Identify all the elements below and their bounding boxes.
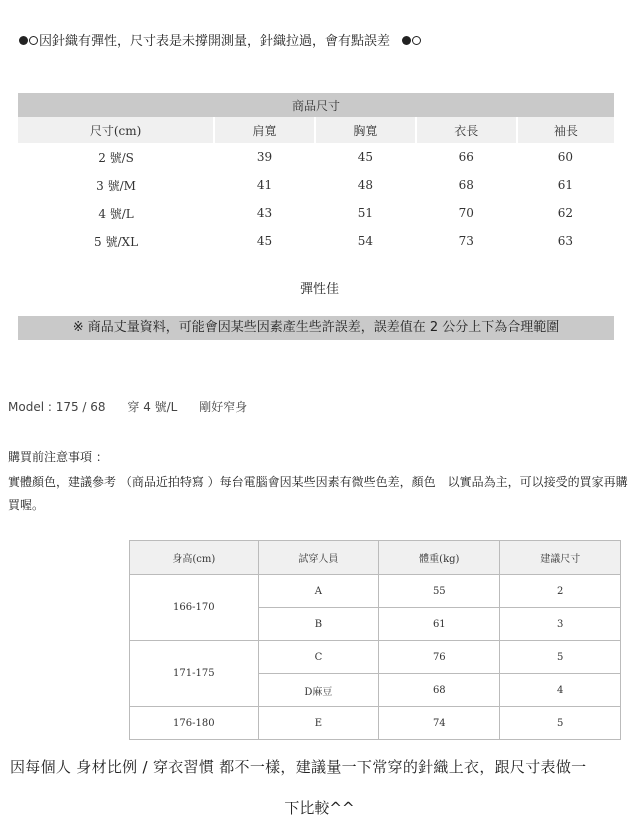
header-suggested-size: 建議尺寸 [500,541,621,575]
model-measurements: Model : 175 / 68 [8,400,106,414]
sleeve-cell: 61 [557,178,573,192]
weight-cell: 74 [379,707,500,740]
sleeve-cell: 63 [557,234,573,248]
chest-cell: 54 [357,234,374,248]
footer-advice-line2: 下比較^^ [284,799,355,817]
height-cell: 176-180 [130,707,259,740]
fit-row [130,707,621,740]
suggested-size-cell: 5 [500,707,621,740]
header-chest: 胸寬 [315,117,416,143]
size-cell: 4 號/L [98,206,134,221]
header-tester: 試穿人員 [258,541,379,575]
header-size: 尺寸(cm) [18,117,214,143]
shoulder-cell: 39 [256,150,273,164]
notice-body: 實體顏色，建議參考 （商品近拍特寫 ）每台電腦會因某些因素有微些色差，顏色 以實品為主，可以接受的買家再購買喔。 [8,475,628,512]
weight-cell: 55 [379,575,500,608]
model-info [8,398,265,415]
header-length: 衣長 [416,117,517,143]
header-shoulder: 肩寬 [214,117,315,143]
header-sleeve: 袖長 [517,117,614,143]
hollow-circle-icon [412,36,421,45]
sleeve-cell: 60 [557,150,573,164]
size-cell: 3 號/M [96,178,136,193]
chest-cell: 51 [357,206,374,220]
tester-cell: B [258,608,379,641]
length-cell: 66 [458,150,474,164]
size-row [18,227,614,255]
size-table-caption: 商品尺寸 [18,93,614,117]
tester-cell: C [258,641,379,674]
shoulder-cell: 43 [256,206,273,220]
suggested-size-cell: 5 [500,641,621,674]
shoulder-cell: 45 [256,234,273,248]
tester-cell: A [258,575,379,608]
top-note [19,30,422,49]
size-cell: 5 號/XL [94,234,139,249]
top-note-text: 因針織有彈性，尺寸表是未撐開測量，針織拉過，會有點誤差 [39,34,391,49]
size-row [18,143,614,171]
tester-cell: E [258,707,379,740]
fit-row [130,575,621,608]
notice-title: 購買前注意事項 ： [8,450,108,464]
size-row [18,199,614,227]
fit-table [129,540,621,740]
tester-cell: D麻豆 [258,674,379,707]
header-height: 身高(cm) [130,541,259,575]
size-table-header-row [18,117,614,143]
length-cell: 73 [458,234,474,248]
size-table-caption-row [18,93,614,117]
header-weight: 體重(kg) [379,541,500,575]
suggested-size-cell: 2 [500,575,621,608]
filled-circle-icon [19,36,28,45]
hollow-circle-icon [29,36,38,45]
filled-circle-icon [402,36,411,45]
model-fit: 剛好窄身 [199,400,248,414]
shoulder-cell: 41 [256,178,273,192]
fit-row [130,641,621,674]
length-cell: 70 [458,206,474,220]
height-cell: 166-170 [130,575,259,641]
suggested-size-cell: 3 [500,608,621,641]
elastic-label: 彈性佳 [299,282,339,297]
size-table [18,93,614,255]
weight-cell: 76 [379,641,500,674]
weight-cell: 61 [379,608,500,641]
size-cell: 2 號/S [98,150,134,165]
length-cell: 68 [458,178,474,192]
fit-table-header-row [130,541,621,575]
chest-cell: 45 [357,150,374,164]
measurement-disclaimer: ※ 商品丈量資料，可能會因某些因素產生些許誤差，誤差值在 2 公分上下為合理範圍 [18,316,614,340]
suggested-size-cell: 4 [500,674,621,707]
size-row [18,171,614,199]
footer-advice-line1: 因每個人 身材比例 / 穿衣習慣 都不一樣，建議量一下常穿的針織上衣，跟尺寸表做一 [10,758,587,776]
height-cell: 171-175 [130,641,259,707]
model-wearing-size: 穿 4 號/L [127,400,178,414]
chest-cell: 48 [357,178,374,192]
weight-cell: 68 [379,674,500,707]
sleeve-cell: 62 [557,206,573,220]
